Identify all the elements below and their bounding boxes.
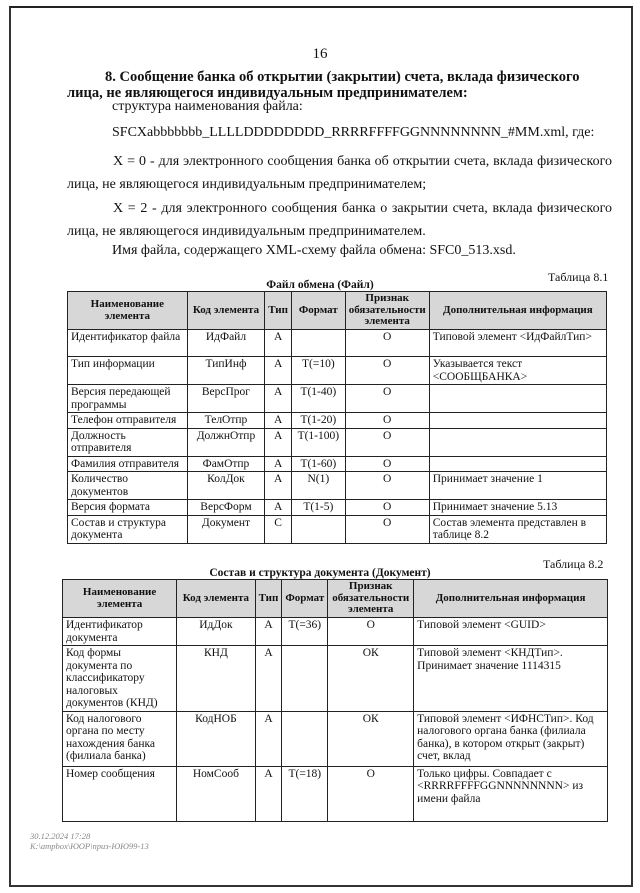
table-cell: Версия формата [68,500,188,516]
footer-stamp [30,831,149,851]
table-cell [429,456,606,472]
table-cell: А [255,618,282,646]
header-cell: Код элемента [187,292,265,330]
footer-doc-id: К:\ampbox\ЮОР\приз-ЮЮ99-13 [30,841,149,851]
header-cell: Наименование элемента [68,292,188,330]
table-cell [291,330,345,357]
table-cell: Телефон отправителя [68,413,188,429]
table-cell: Номер сообщения [63,766,177,821]
table-cell: О [345,330,429,357]
header-cell: Формат [282,580,328,618]
section-heading: 8. Сообщение банка об открытии (закрытии) счета, вклада физического лица, не являющегося индивидуальным предпринимателем: [67,69,580,101]
table2-title: Состав и структура документа (Документ) [209,567,431,579]
file-name-pattern: SFCXabbbbbbb_LLLLDDDDDDDD_RRRRFFFFGGNNNNNNNN_#MM.xml, где: [112,125,595,140]
schema-filename: Имя файла, содержащего XML-схему файла обмена: SFC0_513.xsd. [112,243,516,258]
table-cell [429,385,606,413]
header-cell: Тип [255,580,282,618]
header-cell: Формат [291,292,345,330]
table-cell: Состав и структура документа [68,515,188,543]
table-cell: А [265,428,292,456]
table-cell [282,711,328,766]
table1-title: Файл обмена (Файл) [266,279,374,291]
table-cell: Т(=36) [282,618,328,646]
table-cell: А [265,385,292,413]
table-cell: Количество документов [68,472,188,500]
table-cell: О [345,385,429,413]
table-cell: N(1) [291,472,345,500]
table-row [68,385,607,413]
x2-description: X = 2 - для электронного сообщения банка о закрытии счета, вклада физического лица, не являющегося индивидуальным предпринимателем. [67,201,612,239]
table-cell: Код налогового органа по месту нахождения банка (филиала банка) [63,711,177,766]
table-cell: Типовой элемент <GUID> [414,618,608,646]
table-cell: А [265,357,292,385]
table-cell: ОК [328,646,414,712]
x0-description: X = 0 - для электронного сообщения банка об открытии счета, вклада физического лица, не являющегося индивидуальным предпринимателем; [67,154,612,192]
header-cell: Тип [265,292,292,330]
table-cell: КНД [177,646,255,712]
table-cell [282,646,328,712]
footer-date: 30.12.2024 17:28 [30,831,91,841]
table-cell: ТипИнф [187,357,265,385]
table-cell: ТелОтпр [187,413,265,429]
table-cell: О [328,618,414,646]
table-cell: Фамилия отправителя [68,456,188,472]
table-row [63,618,608,646]
header-cell: Наименование элемента [63,580,177,618]
table-row [68,500,607,516]
table-cell: Т(1-60) [291,456,345,472]
table-row [68,456,607,472]
table-row [68,428,607,456]
table-cell [291,515,345,543]
table-document-structure [62,579,608,822]
table-cell: Типовой элемент <ИФНСТип>. Код налогового органа банка (филиала банка), в котором открыт (закрыт) счет, вклад [414,711,608,766]
table-row [63,711,608,766]
table1-label: Таблица 8.1 [548,270,609,284]
table2-header-row [63,580,608,618]
table-cell: О [345,515,429,543]
table-cell: Т(1-40) [291,385,345,413]
table-row [68,330,607,357]
table-cell: ВерсФорм [187,500,265,516]
table-row [68,472,607,500]
table-cell: Состав элемента представлен в таблице 8.2 [429,515,606,543]
table-cell: Принимает значение 5.13 [429,500,606,516]
table-row [68,357,607,385]
table-cell: С [265,515,292,543]
table-cell: Т(=18) [282,766,328,821]
file-structure-label: структура наименования файла: [112,99,303,114]
table-row [63,766,608,821]
table-cell: Т(=10) [291,357,345,385]
table-cell: Версия передающей программы [68,385,188,413]
table-cell: ОК [328,711,414,766]
table-cell: ИдДок [177,618,255,646]
table-cell: Т(1-5) [291,500,345,516]
header-cell: Признак обязательности элемента [345,292,429,330]
table-cell: А [265,456,292,472]
table-row [68,413,607,429]
table-cell: О [345,500,429,516]
table-cell: Т(1-20) [291,413,345,429]
table1-header-row [68,292,607,330]
table-cell: А [265,500,292,516]
table-cell: О [345,428,429,456]
table-cell: А [255,766,282,821]
table-cell: Документ [187,515,265,543]
table-cell: Идентификатор файла [68,330,188,357]
table-cell: Указывается текст <СООБЩБАНКА> [429,357,606,385]
page-number: 16 [312,46,328,62]
header-cell: Дополнительная информация [429,292,606,330]
table-cell: Т(1-100) [291,428,345,456]
table-cell: О [345,456,429,472]
header-cell: Код элемента [177,580,255,618]
table-cell: ФамОтпр [187,456,265,472]
table-cell: КолДок [187,472,265,500]
table-cell: Должность отправителя [68,428,188,456]
table-file-exchange [67,291,607,544]
table-cell: Типовой элемент <КНДТип>. Принимает значение 1114315 [414,646,608,712]
table-cell: ИдФайл [187,330,265,357]
table-cell [429,413,606,429]
table-cell: А [255,711,282,766]
table-cell: А [265,472,292,500]
header-cell: Дополнительная информация [414,580,608,618]
table-cell: О [345,472,429,500]
table-cell: НомСооб [177,766,255,821]
header-cell: Признак обязательности элемента [328,580,414,618]
table-row [68,515,607,543]
table-cell: А [255,646,282,712]
table-cell: О [328,766,414,821]
table-cell: КодНОБ [177,711,255,766]
table-cell: О [345,357,429,385]
table-cell: Код формы документа по классификатору налоговых документов (КНД) [63,646,177,712]
table-cell: А [265,413,292,429]
table-cell: Только цифры. Совпадает с <RRRRFFFFGGNNNNNNNN> из имени файла [414,766,608,821]
table-cell: Идентификатор документа [63,618,177,646]
table-cell: Принимает значение 1 [429,472,606,500]
table-cell: Тип информации [68,357,188,385]
table-cell: ВерсПрог [187,385,265,413]
table-cell: О [345,413,429,429]
table-cell: ДолжнОтпр [187,428,265,456]
table2-label: Таблица 8.2 [543,557,604,571]
table-cell: Типовой элемент <ИдФайлТип> [429,330,606,357]
table-cell: А [265,330,292,357]
table-cell [429,428,606,456]
table-row [63,646,608,712]
